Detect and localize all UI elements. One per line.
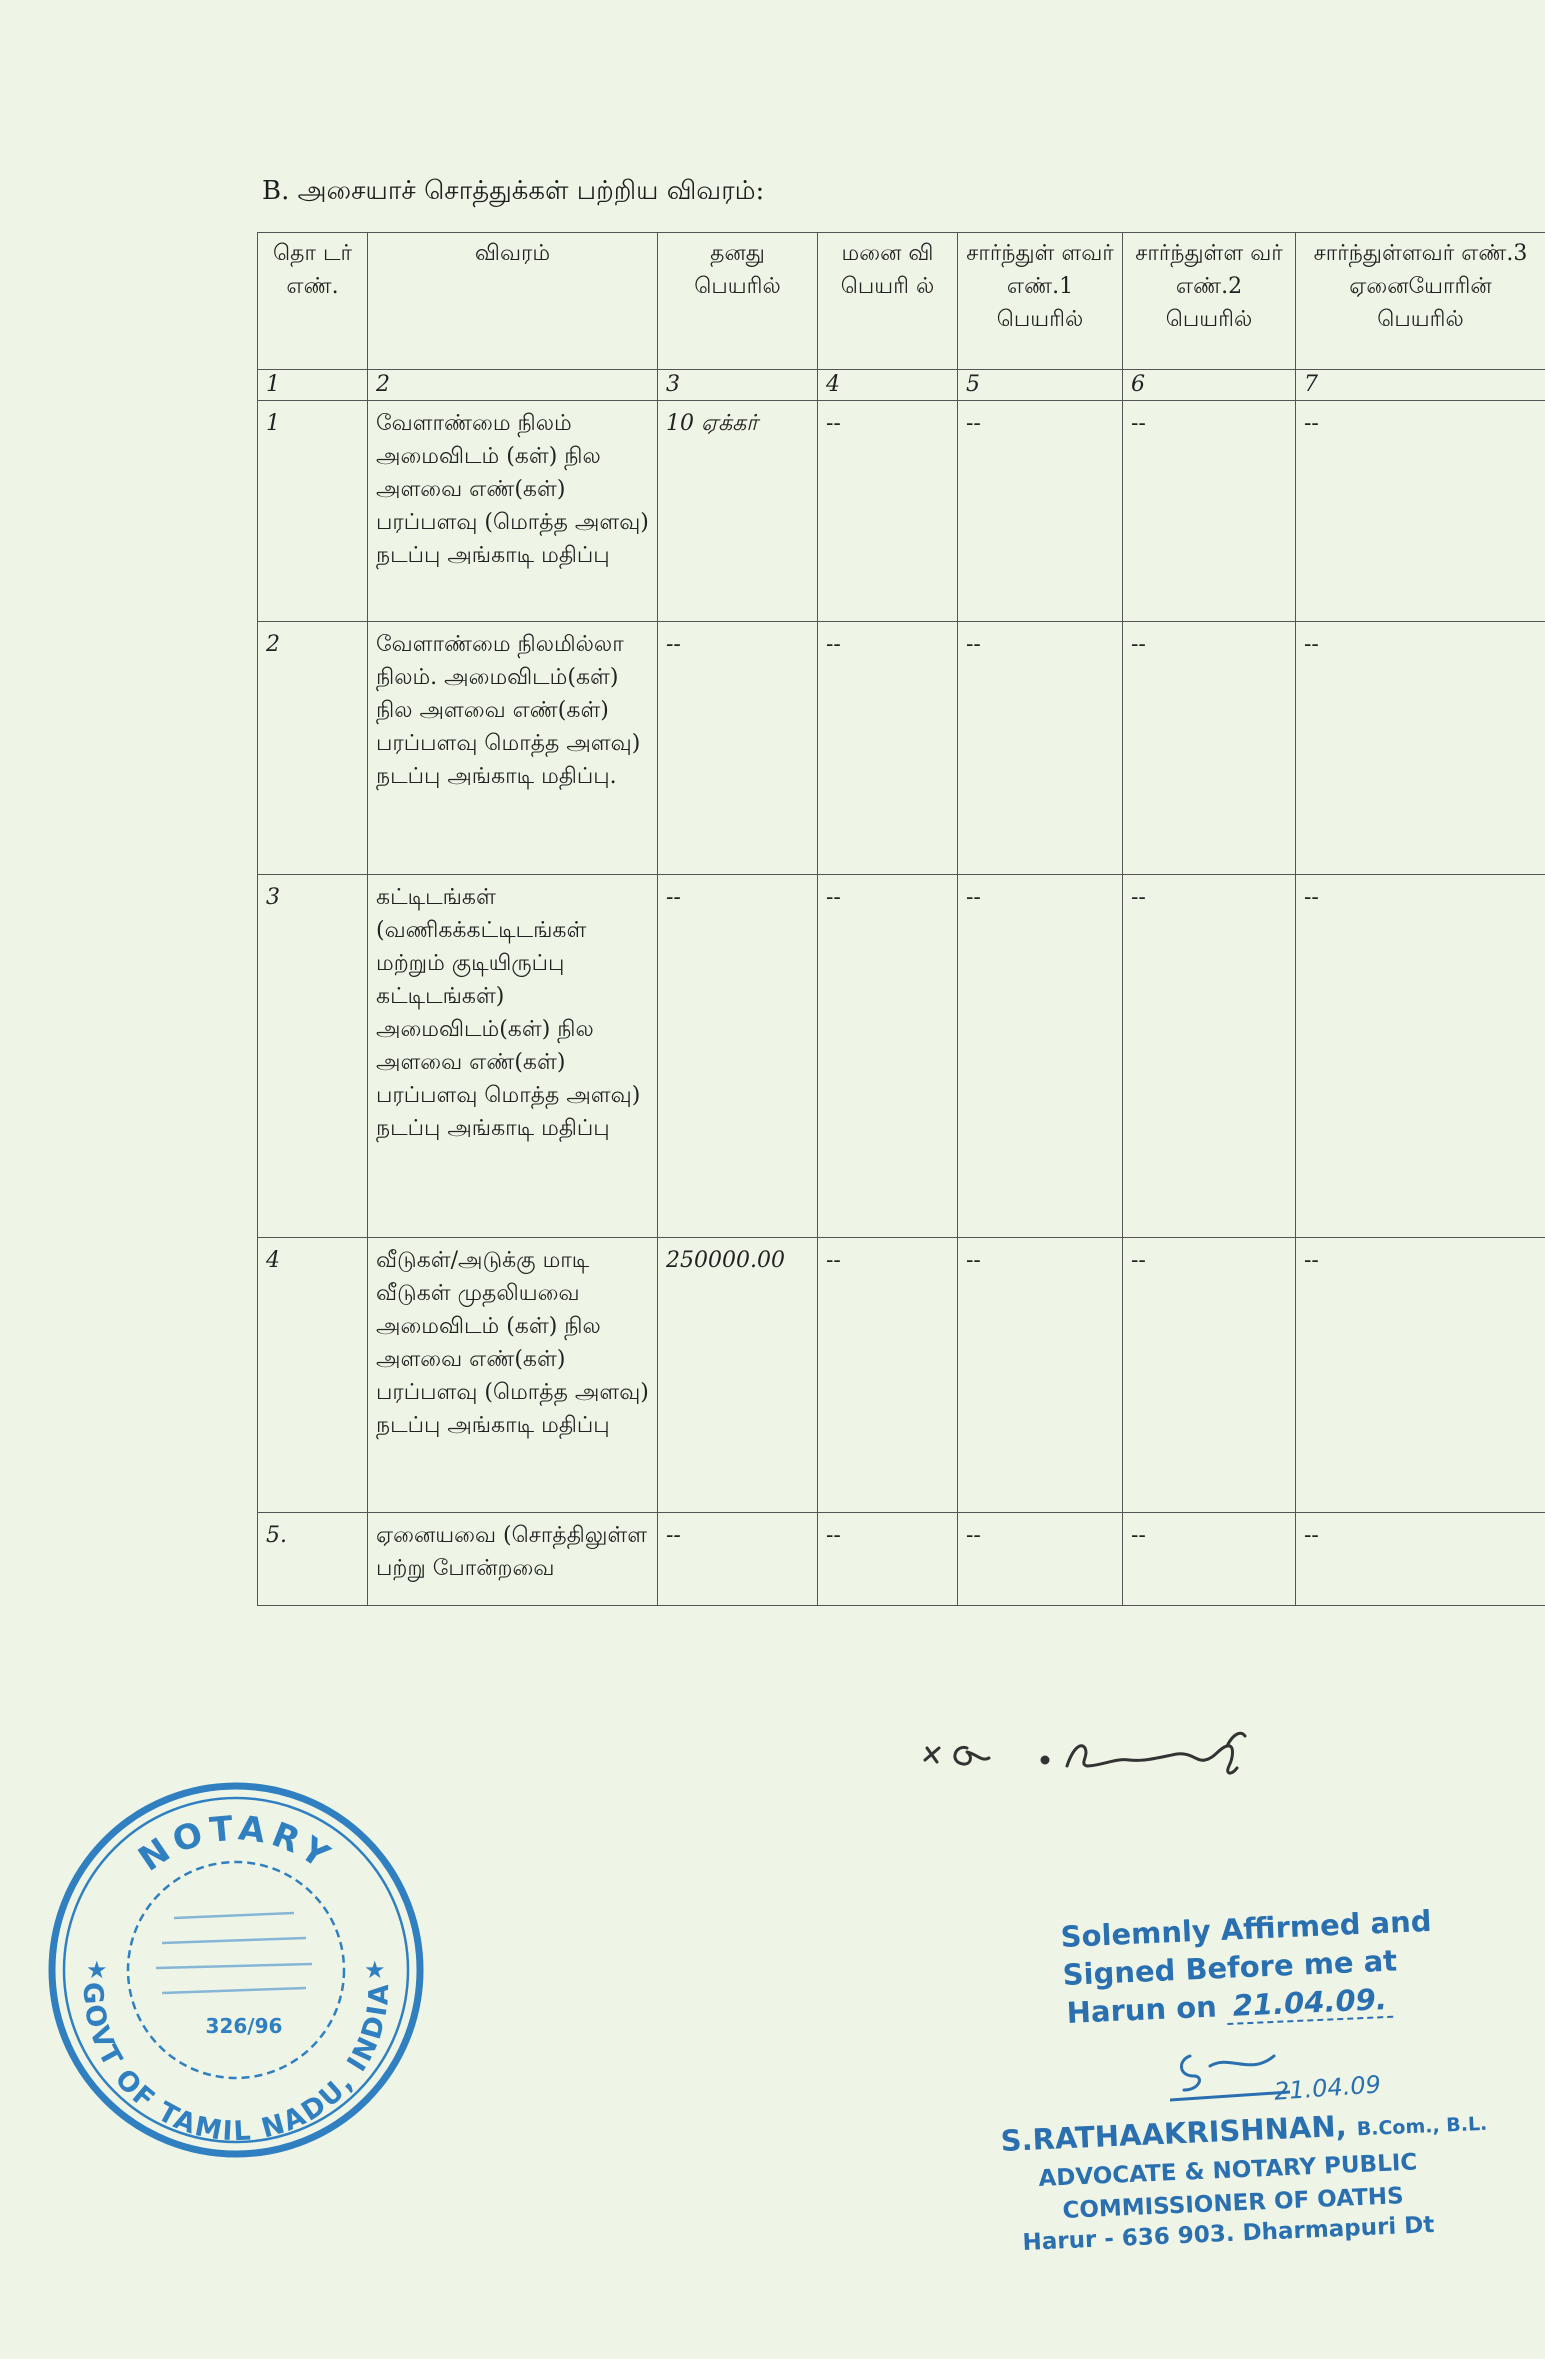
header-dependent-2: சார்ந்துள்ள வர் எண்.2 பெயரில் [1123, 233, 1296, 370]
row-description: வேளாண்மை நிலமில்லா நிலம். அமைவிடம்(கள்) நில அளவை எண்(கள்) பரப்பளவு மொத்த அளவு) நடப்பு அங்காடி மதிப்பு. [368, 622, 658, 875]
seal-bottom-text: GOVT OF TAMIL NADU, INDIA [76, 1981, 396, 2148]
row-self-value: -- [658, 622, 818, 875]
column-number: 7 [1296, 370, 1545, 401]
row-dependent-2-value: -- [1123, 1513, 1296, 1606]
affirmation-place: Harun on [1066, 1989, 1218, 2030]
column-number: 2 [368, 370, 658, 401]
row-spouse-value: -- [818, 1513, 958, 1606]
row-dependent-2-value: -- [1123, 1238, 1296, 1513]
row-self-value: -- [658, 1513, 818, 1606]
row-description: வேளாண்மை நிலம் அமைவிடம் (கள்) நில அளவை எண்(கள்) பரப்பளவு (மொத்த அளவு) நடப்பு அங்காடி மதிப்பு [368, 401, 658, 622]
row-dependent-3-value: -- [1296, 1238, 1545, 1513]
declarant-signature [915, 1718, 1295, 1792]
header-description: விவரம் [368, 233, 658, 370]
row-description: கட்டிடங்கள் (வணிகக்கட்டிடங்கள் மற்றும் குடியிருப்பு கட்டிடங்கள்) அமைவிடம்(கள்) நில அளவை எண்(கள்) பரப்பளவு மொத்த அளவு) நடப்பு அங்காடி மதிப்பு [368, 875, 658, 1238]
column-number: 6 [1123, 370, 1296, 401]
row-dependent-2-value: -- [1123, 875, 1296, 1238]
notary-address: Harur - 636 903. Dharmapuri Dt [1022, 2212, 1435, 2256]
header-spouse-name: மனை வி பெயரி ல் [818, 233, 958, 370]
row-dependent-3-value: -- [1296, 401, 1545, 622]
notary-title-2: COMMISSIONER OF OATHS [1062, 2183, 1405, 2224]
table-row [258, 401, 1545, 622]
row-serial-no: 2 [258, 622, 368, 875]
notary-signature [1170, 2036, 1290, 2110]
svg-text:★: ★ [86, 1956, 108, 1984]
column-number: 1 [258, 370, 368, 401]
header-self-name: தனது பெயரில் [658, 233, 818, 370]
seal-top-text: NOTARY [131, 1808, 341, 1880]
section-title: B. அசையாச் சொத்துக்கள் பற்றிய விவரம்: [262, 176, 765, 206]
row-serial-no: 4 [258, 1238, 368, 1513]
row-dependent-3-value: -- [1296, 875, 1545, 1238]
notary-name: S.RATHAAKRISHNAN, [1000, 2108, 1348, 2158]
row-self-value: 10 ஏக்கர் [658, 401, 818, 622]
row-spouse-value: -- [818, 1238, 958, 1513]
header-dependent-1: சார்ந்துள் ளவர் எண்.1 பெயரில் [958, 233, 1123, 370]
seal-reg-no: 326/96 [205, 2014, 283, 2038]
table-header-row [258, 233, 1545, 370]
header-serial-no: தொ டர் எண். [258, 233, 368, 370]
notary-qualifications: B.Com., B.L. [1356, 2112, 1488, 2141]
row-serial-no: 5. [258, 1513, 368, 1606]
column-number-row [258, 370, 1545, 401]
row-serial-no: 3 [258, 875, 368, 1238]
header-dependent-3: சார்ந்துள்ளவர் எண்.3 ஏனையோரின் பெயரில் [1296, 233, 1545, 370]
row-dependent-2-value: -- [1123, 401, 1296, 622]
row-description: வீடுகள்/அடுக்கு மாடி வீடுகள் முதலியவை அமைவிடம் (கள்) நில அளவை எண்(கள்) பரப்பளவு (மொத்த அளவு) நடப்பு அங்காடி மதிப்பு [368, 1238, 658, 1513]
row-spouse-value: -- [818, 622, 958, 875]
column-number: 5 [958, 370, 1123, 401]
affirmation-line-2: Signed Before me at [1062, 1943, 1398, 1992]
row-self-value: -- [658, 875, 818, 1238]
row-dependent-1-value: -- [958, 622, 1123, 875]
row-description: ஏனையவை (சொத்திலுள்ள பற்று போன்றவை [368, 1513, 658, 1606]
signature-date: 21.04.09 [1273, 2070, 1382, 2106]
svg-text:★: ★ [364, 1956, 386, 1984]
row-dependent-3-value: -- [1296, 1513, 1545, 1606]
affirmation-date: 21.04.09. [1226, 1982, 1394, 2025]
table-row [258, 875, 1545, 1238]
row-dependent-1-value: -- [958, 1513, 1123, 1606]
row-dependent-1-value: -- [958, 875, 1123, 1238]
row-dependent-3-value: -- [1296, 622, 1545, 875]
row-serial-no: 1 [258, 401, 368, 622]
row-dependent-2-value: -- [1123, 622, 1296, 875]
row-self-value: 250000.00 [658, 1238, 818, 1513]
row-spouse-value: -- [818, 875, 958, 1238]
affirmation-line-1: Solemnly Affirmed and [1060, 1903, 1433, 1954]
table-row [258, 1513, 1545, 1606]
table-row [258, 622, 1545, 875]
row-spouse-value: -- [818, 401, 958, 622]
notary-attestation [1000, 1903, 1520, 2276]
row-dependent-1-value: -- [958, 401, 1123, 622]
row-dependent-1-value: -- [958, 1238, 1123, 1513]
immovable-assets-table [257, 232, 1545, 1606]
notary-title-1: ADVOCATE & NOTARY PUBLIC [1038, 2149, 1418, 2192]
notary-seal [44, 1778, 428, 2162]
column-number: 4 [818, 370, 958, 401]
column-number: 3 [658, 370, 818, 401]
table-row [258, 1238, 1545, 1513]
